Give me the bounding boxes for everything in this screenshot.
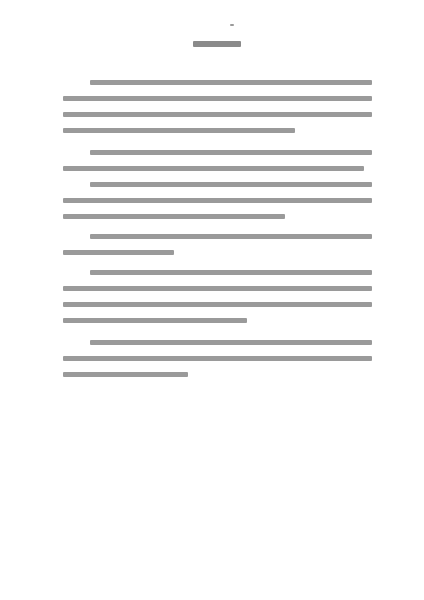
text-line (63, 198, 372, 203)
text-line (63, 166, 364, 171)
page-title (193, 41, 241, 47)
text-line (90, 182, 372, 187)
text-line (230, 24, 234, 26)
text-line (90, 80, 372, 85)
page-number (230, 22, 236, 28)
text-line (63, 356, 372, 361)
text-line (63, 302, 372, 307)
text-line (63, 318, 247, 323)
text-line (90, 150, 372, 155)
text-line (63, 372, 188, 377)
text-line (63, 128, 295, 133)
text-line (90, 234, 372, 239)
text-line (193, 41, 241, 47)
text-line (63, 96, 372, 101)
text-line (63, 286, 372, 291)
text-line (90, 340, 372, 345)
text-line (63, 250, 174, 255)
text-line (90, 270, 372, 275)
text-line (63, 214, 285, 219)
text-line (63, 112, 372, 117)
